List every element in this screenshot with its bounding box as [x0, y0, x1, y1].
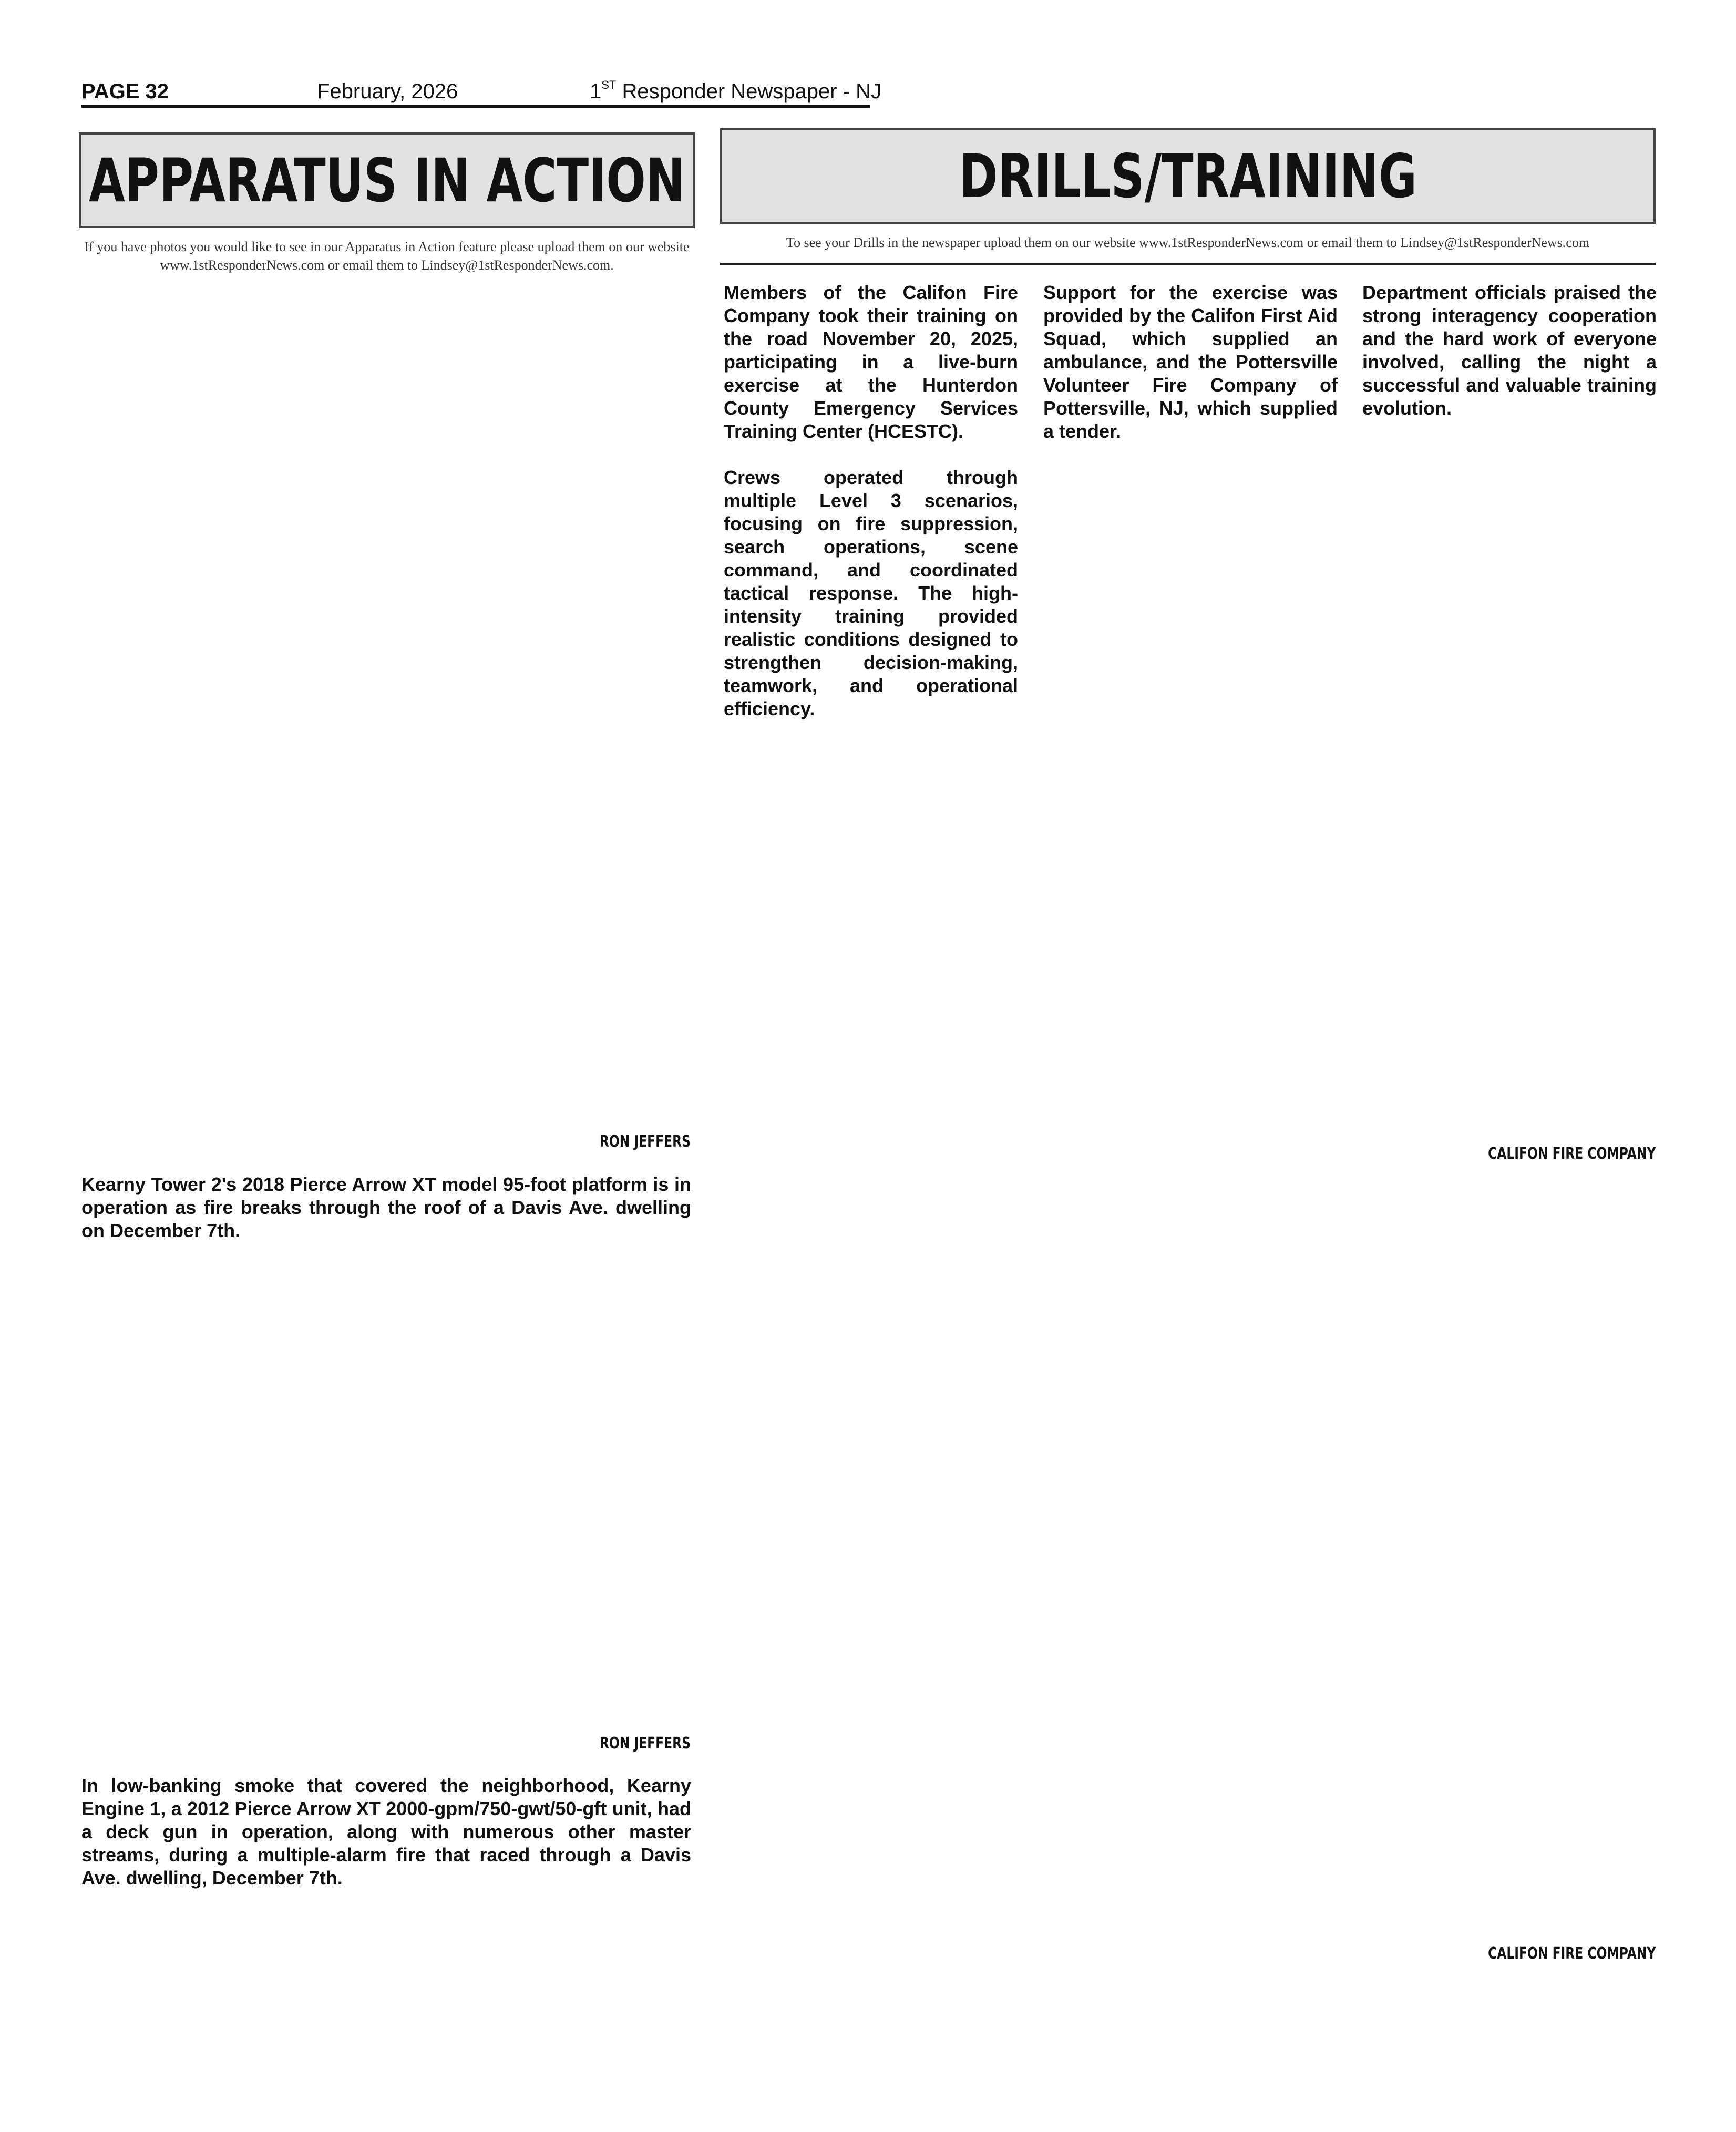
photo-credit: RON JEFFERS	[599, 1734, 691, 1753]
article-column-3	[1362, 281, 1657, 443]
drills-rule	[720, 263, 1656, 265]
page-number: PAGE 32	[81, 80, 169, 103]
drills-title: DRILLS/TRAINING	[959, 141, 1417, 211]
issue-date: February, 2026	[317, 80, 458, 103]
article-paragraph: Support for the exercise was provided by the Califon First Aid Squad, which supplied an ambulance, and the Pottersville Volunteer Fire Company of Pottersville, NJ, which supplied a tender.	[1043, 282, 1338, 442]
header-rule	[81, 105, 870, 108]
photo-caption: In low-banking smoke that covered the neighborhood, Kearny Engine 1, a 2012 Pierce Arrow XT 2000-gpm/750-gwt/50-gft unit, had a deck gun in operation, along with numerous other master streams, during a multiple-alarm fire that raced through a Davis Ave. dwelling, December 7th.	[81, 1775, 691, 1889]
photo-credit: CALIFON FIRE COMPANY	[1487, 1944, 1656, 1963]
drills-submission-note: To see your Drills in the newspaper upload them on our website www.1stResponderNews.com or email them to Lindsey@1stResponderNews.com	[786, 235, 1590, 250]
article-paragraph: Members of the Califon Fire Company took their training on the road November 20, 2025, participating in a live-burn exercise at the Hunterdon County Emergency Services Training Center (HCESTC).	[724, 282, 1018, 442]
apparatus-banner	[79, 132, 695, 228]
article-column-2	[1043, 281, 1338, 466]
publication-rest: Responder Newspaper - NJ	[616, 80, 882, 103]
publication-prefix: 1	[590, 80, 602, 103]
photo-caption: Kearny Tower 2's 2018 Pierce Arrow XT model 95-foot platform is in operation as fire breaks through the roof of a Davis Ave. dwelling on December 7th.	[81, 1173, 691, 1241]
article-paragraph: Department officials praised the strong interagency cooperation and the hard work of everyone involved, calling the night a successful and valuable training evolution.	[1362, 282, 1657, 419]
apparatus-submission-note: If you have photos you would like to see in our Apparatus in Action feature please upload them on our website www.1stResponderNews.com or email them to Lindsey@1stResponderNews.com.	[84, 239, 690, 273]
publication-superscript: ST	[601, 78, 617, 91]
photo-credit: CALIFON FIRE COMPANY	[1487, 1145, 1656, 1163]
photo-credit: RON JEFFERS	[599, 1132, 691, 1151]
apparatus-title: APPARATUS IN ACTION	[88, 145, 685, 215]
publication-name	[590, 79, 881, 104]
article-paragraph: Crews operated through multiple Level 3 scenarios, focusing on fire suppression, search operations, scene command, and coordinated tactical response. The high-intensity training provided realistic conditions designed to strengthen decision-making, teamwork, and operational efficiency.	[724, 467, 1018, 719]
drills-banner	[720, 128, 1656, 224]
article-column-1	[724, 281, 1018, 744]
